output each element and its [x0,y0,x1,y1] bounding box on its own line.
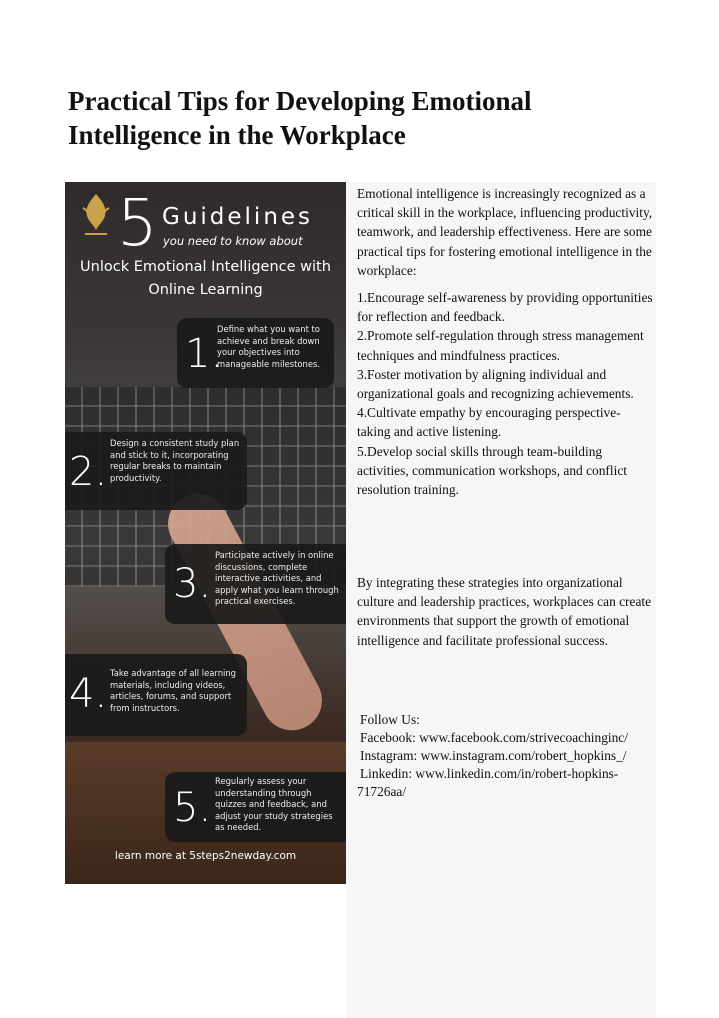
page-title: Practical Tips for Developing Emotional Intelligence in the Workplace [68,86,532,150]
tip-item: 1.Encourage self-awareness by providing opportunities for reflection and feedback. [357,290,653,325]
step-number: 4. [69,671,108,717]
article-body [357,184,653,499]
step-text: Regularly assess your understanding through quizzes and feedback, and adjust your study strategies as needed. [215,776,333,833]
step-card [177,318,334,388]
tips-list [357,288,653,499]
infographic-number: 5 [117,187,158,261]
infographic-heading: Guidelines [162,204,314,230]
follow-heading: Follow Us: [360,712,420,727]
step-number: 2. [69,449,108,495]
step-card [65,654,247,736]
follow-us-section [357,711,657,801]
step-number: 5. [173,785,212,831]
infographic-footer-link: learn more at 5steps2newday.com [114,850,297,862]
step-card [165,544,346,624]
facebook-link[interactable]: Facebook: www.facebook.com/strivecoachinginc/ [360,730,628,745]
phoenix-logo-icon [79,190,113,238]
step-card [65,432,247,510]
step-text: Define what you want to achieve and break down your objectives into manageable milestones. [217,324,321,369]
tip-item: 2.Promote self-regulation through stress management techniques and mindfulness practices. [357,328,644,363]
conclusion-paragraph: By integrating these strategies into organizational culture and leadership practices, workplaces can create environments that support the growth of emotional intelligence and facilitate professional success. [357,575,652,648]
instagram-link[interactable]: Instagram: www.instagram.com/robert_hopkins_/ [360,748,627,763]
tip-item: 3.Foster motivation by aligning individual and organizational goals and recognizing achievements. [357,366,634,402]
tip-item: 4.Cultivate empathy by encouraging perspective-taking and active listening. [357,405,621,440]
infographic-image [65,182,346,884]
step-text: Design a consistent study plan and stick to it, incorporating regular breaks to maintain productivity. [110,438,240,483]
step-number: 1. [185,331,224,377]
intro-paragraph: Emotional intelligence is increasingly recognized as a critical skill in the workplace, influencing productivity, teamwork, and leadership effectiveness. Here are some practical tips for fostering emotional intelligence in the workplace: [357,186,653,278]
infographic-tagline: Unlock Emotional Intelligence with Online Learning [80,259,331,298]
step-number: 3. [173,561,212,607]
tip-item: 5.Develop social skills through team-building activities, communication workshops, and conflict resolution training. [357,443,627,498]
infographic-subheading: you need to know about [163,234,303,248]
step-text: Participate actively in online discussions, complete interactive activities, and apply what you learn through practical exercises. [215,550,339,607]
linkedin-link[interactable]: Linkedin: www.linkedin.com/in/robert-hopkins-71726aa/ [357,766,619,799]
step-card [165,772,346,842]
step-text: Take advantage of all learning materials, including videos, articles, forums, and support from instructors. [110,668,236,713]
